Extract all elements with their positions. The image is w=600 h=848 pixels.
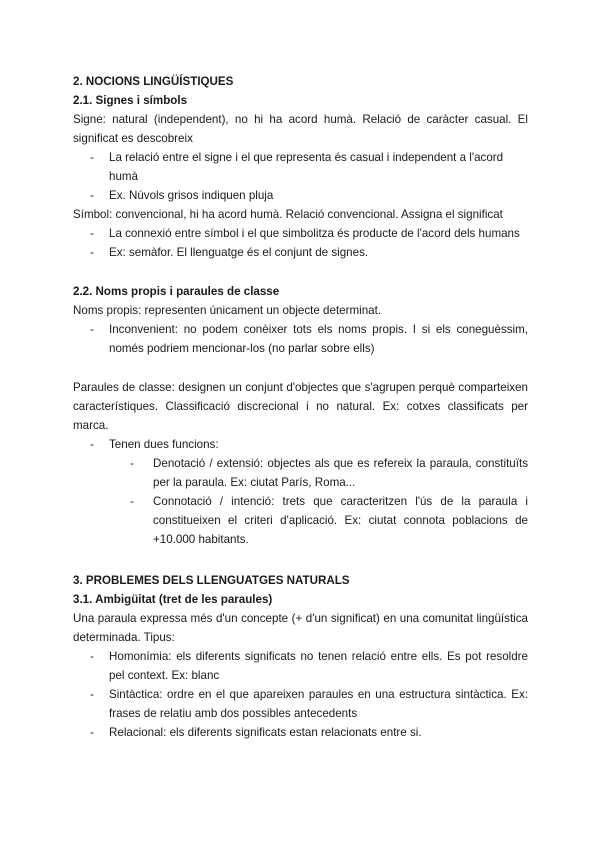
- list-item: [73, 148, 528, 186]
- bullet-dash: -: [130, 457, 134, 470]
- sub-list-item: [73, 492, 528, 549]
- subsection-heading: 2.1. Signes i símbols: [73, 94, 188, 107]
- bullet-list: [73, 224, 528, 262]
- list-item: [73, 435, 528, 454]
- list-item-text: Connotació / intenció: trets que caracteritzen l'ús de la paraula i constitueixen el criteri d'aplicació. Ex: ciutat connota poblacions de +10.000 habitants.: [153, 495, 528, 546]
- bullet-dash: -: [90, 246, 94, 259]
- list-item-text: Inconvenient: no podem conèixer tots els noms propis. I si els coneguèssim, només podriem mencionar-los (no parlar sobre ells): [109, 323, 528, 355]
- list-item-text: La connexió entre símbol i el que simbolitza és producte de l'acord dels humans: [109, 227, 520, 240]
- bullet-list: [73, 320, 528, 358]
- paragraph: Noms propis: representen únicament un objecte determinat.: [73, 304, 382, 317]
- section-heading: 2. NOCIONS LINGÜÍSTIQUES: [73, 75, 234, 88]
- bullet-dash: -: [90, 688, 94, 701]
- list-item-text: Sintàctica: ordre en el que apareixen paraules en una estructura sintàctica. Ex: frases de relatiu amb dos possibles antecedents: [109, 688, 528, 720]
- list-item-text: Ex. Núvols grisos indiquen pluja: [109, 189, 274, 202]
- list-item: [73, 186, 528, 205]
- bullet-dash: -: [90, 323, 94, 336]
- subsection-heading: 3.1. Ambigüitat (tret de les paraules): [73, 593, 273, 606]
- spacer: [73, 262, 528, 282]
- list-item: [73, 647, 528, 685]
- bullet-dash: -: [90, 650, 94, 663]
- list-item-text: Tenen dues funcions:: [109, 438, 219, 451]
- subsection-heading: 2.2. Noms propis i paraules de classe: [73, 285, 280, 298]
- spacer: [73, 358, 528, 378]
- list-item: [73, 243, 528, 262]
- bullet-dash: -: [90, 438, 94, 451]
- list-item-text: Ex: semàfor. El llenguatge és el conjunt de signes.: [109, 246, 369, 259]
- bullet-dash: -: [130, 495, 134, 508]
- paragraph: Signe: natural (independent), no hi ha acord humà. Relació de caràcter casual. El significat es descobreix: [73, 113, 528, 145]
- paragraph: Una paraula expressa més d'un concepte (+ d'un significat) en una comunitat lingüística determinada. Tipus:: [73, 612, 528, 644]
- sub-list-item: [73, 454, 528, 492]
- list-item-text: La relació entre el signe i el que representa és casual i independent a l'acord humà: [109, 151, 504, 183]
- list-item-text: Homonímia: els diferents significats no tenen relació entre ells. Es pot resoldre pel context. Ex: blanc: [109, 650, 528, 682]
- bullet-list: [73, 647, 528, 742]
- bullet-dash: -: [90, 726, 94, 739]
- bullet-list: [73, 148, 528, 205]
- bullet-dash: -: [90, 151, 94, 164]
- section-heading: 3. PROBLEMES DELS LLENGUATGES NATURALS: [73, 574, 350, 587]
- spacer: [73, 549, 528, 565]
- list-item: [73, 685, 528, 723]
- bullet-list: [73, 435, 528, 549]
- document-page: [73, 66, 528, 742]
- paragraph: Paraules de classe: designen un conjunt d'objectes que s'agrupen perquè comparteixen característiques. Classificació discrecional i no natural. Ex: cotxes classificats per marca.: [73, 381, 528, 432]
- bullet-dash: -: [90, 189, 94, 202]
- paragraph: Símbol: convencional, hi ha acord humà. Relació convencional. Assigna el significat: [73, 208, 503, 221]
- list-item-text: Denotació / extensió: objectes als que es refereix la paraula, constituïts per la paraula. Ex: ciutat París, Roma...: [153, 457, 528, 489]
- list-item: [73, 723, 528, 742]
- list-item: [73, 224, 528, 243]
- bullet-dash: -: [90, 227, 94, 240]
- list-item: [73, 320, 528, 358]
- list-item-text: Relacional: els diferents significats estan relacionats entre si.: [109, 726, 422, 739]
